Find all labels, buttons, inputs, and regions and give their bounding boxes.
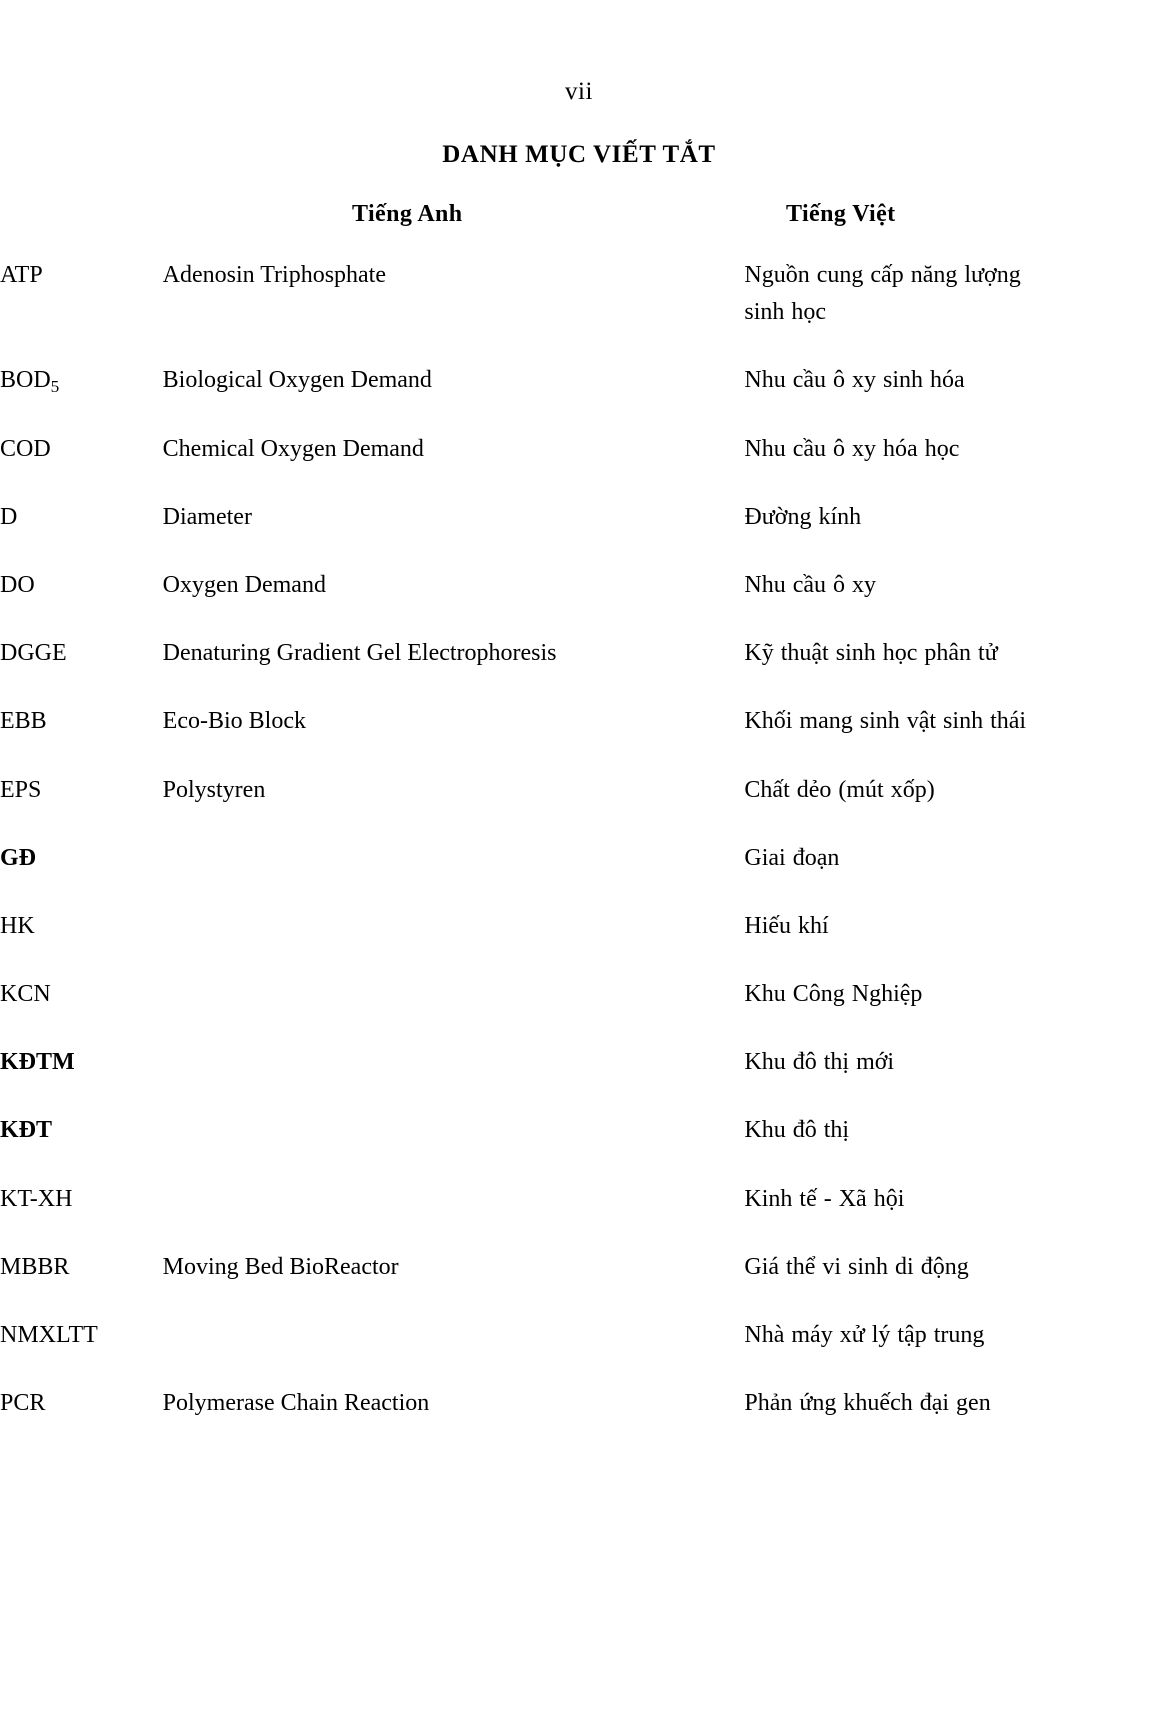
- vietnamese-term-text: Kinh tế - Xã hội: [744, 1185, 905, 1212]
- table-row: [0, 703, 1158, 771]
- english-term-cell: Moving Bed BioReactor: [162, 1253, 399, 1280]
- table-row: [0, 1112, 1158, 1180]
- vietnamese-term-text: Khu đô thị mới: [744, 1049, 895, 1076]
- vietnamese-term-cell: [744, 362, 1158, 430]
- abbreviation-subscript: 5: [50, 377, 60, 397]
- column-header-english: Tiếng Anh: [352, 201, 463, 227]
- table-row: [0, 567, 1158, 635]
- abbreviation-text: KĐTM: [0, 1049, 75, 1076]
- english-term-cell: Diameter: [162, 503, 252, 530]
- abbreviation-text: DO: [0, 571, 35, 598]
- vietnamese-term-cell: [744, 1044, 1158, 1112]
- abbreviation-cell: [0, 431, 163, 499]
- page-title: DANH MỤC VIẾT TẮT: [442, 141, 716, 168]
- vietnamese-term-cell: [744, 1112, 1158, 1180]
- page-number: vii: [565, 78, 593, 105]
- abbreviation-text: MBBR: [0, 1253, 70, 1280]
- vietnamese-term-text: Nhu cầu ô xy sinh hóa: [744, 367, 965, 394]
- abbreviation-text: GĐ: [0, 844, 36, 871]
- abbreviation-text: DGGE: [0, 640, 67, 667]
- abbreviation-cell: [0, 840, 163, 908]
- column-headers: [0, 201, 1158, 235]
- english-term-cell: Biological Oxygen Demand: [162, 367, 432, 394]
- vietnamese-term-cell: [744, 499, 1158, 567]
- vietnamese-term-cell: [744, 1385, 1158, 1453]
- english-term-cell: [163, 840, 745, 908]
- abbreviation-text: BOD: [0, 367, 51, 394]
- abbreviation-text: KT-XH: [0, 1185, 73, 1212]
- vietnamese-term-cell: [744, 908, 1158, 976]
- vietnamese-term-cell: [744, 635, 1158, 703]
- abbreviation-text: KCN: [0, 981, 51, 1008]
- document-page: [0, 78, 1158, 1715]
- abbreviation-cell: [0, 499, 163, 567]
- vietnamese-term-text: Nhu cầu ô xy hóa học: [744, 435, 960, 462]
- abbreviation-cell: [0, 362, 163, 430]
- english-term-cell: Chemical Oxygen Demand: [162, 435, 424, 462]
- table-row: [0, 499, 1158, 567]
- vietnamese-term-text: Giai đoạn: [744, 844, 840, 871]
- abbreviation-text: D: [0, 503, 18, 530]
- table-row: [0, 772, 1158, 840]
- english-term-cell: [163, 1181, 745, 1249]
- vietnamese-term-text: Khu đô thị: [744, 1117, 850, 1144]
- vietnamese-term-text: Nhà máy xử lý tập trung: [744, 1322, 985, 1348]
- table-row: [0, 431, 1158, 499]
- abbreviation-cell: [0, 772, 163, 840]
- abbreviation-text: COD: [0, 435, 51, 462]
- vietnamese-term-cell: [744, 1249, 1158, 1317]
- vietnamese-term-text: Nguồn cung cấp năng lượng sinh học: [744, 262, 1021, 326]
- table-row: [0, 976, 1158, 1044]
- english-term-cell: Denaturing Gradient Gel Electrophoresis: [162, 640, 557, 667]
- table-row: [0, 635, 1158, 703]
- abbreviation-text: NMXLTT: [0, 1322, 98, 1348]
- table-row: [0, 1249, 1158, 1317]
- vietnamese-term-cell: [744, 431, 1158, 499]
- abbreviation-text: KĐT: [0, 1117, 53, 1144]
- english-term-cell: Adenosin Triphosphate: [162, 262, 387, 288]
- table-row: [0, 1385, 1158, 1453]
- table-row: [0, 257, 1158, 362]
- abbreviations-table: [0, 257, 1158, 1453]
- abbreviation-cell: [0, 257, 163, 362]
- abbreviation-cell: [0, 1181, 163, 1249]
- abbreviation-cell: [0, 908, 163, 976]
- vietnamese-term-cell: [744, 840, 1158, 908]
- abbreviation-cell: [0, 1249, 163, 1317]
- table-row: [0, 1317, 1158, 1385]
- table-row: [0, 840, 1158, 908]
- vietnamese-term-text: Khu Công Nghiệp: [744, 981, 923, 1008]
- abbreviation-cell: [0, 635, 163, 703]
- table-row: [0, 1181, 1158, 1249]
- abbreviation-cell: [0, 567, 163, 635]
- vietnamese-term-text: Khối mang sinh vật sinh thái: [744, 708, 1027, 735]
- abbreviation-cell: [0, 1317, 163, 1385]
- vietnamese-term-cell: [744, 567, 1158, 635]
- abbreviation-cell: [0, 1385, 163, 1453]
- english-term-cell: [163, 1112, 745, 1180]
- vietnamese-term-text: Chất dẻo (mút xốp): [744, 776, 935, 803]
- vietnamese-term-text: Giá thể vi sinh di động: [744, 1253, 969, 1280]
- abbreviation-text: PCR: [0, 1390, 46, 1417]
- abbreviation-text: HK: [0, 912, 35, 939]
- table-row: [0, 362, 1158, 430]
- vietnamese-term-cell: [744, 257, 1158, 362]
- english-term-cell: Polymerase Chain Reaction: [162, 1390, 430, 1417]
- english-term-cell: Oxygen Demand: [162, 571, 326, 598]
- vietnamese-term-text: Nhu cầu ô xy: [744, 571, 877, 598]
- abbreviation-cell: [0, 976, 163, 1044]
- abbreviation-text: ATP: [0, 262, 43, 288]
- vietnamese-term-cell: [744, 976, 1158, 1044]
- vietnamese-term-cell: [744, 1317, 1158, 1385]
- column-header-vietnamese: Tiếng Việt: [786, 201, 896, 227]
- english-term-cell: Eco-Bio Block: [162, 708, 306, 735]
- abbreviation-text: EBB: [0, 708, 47, 735]
- abbreviation-cell: [0, 1112, 163, 1180]
- vietnamese-term-cell: [744, 1181, 1158, 1249]
- english-term-cell: [163, 1044, 745, 1112]
- english-term-cell: [163, 976, 745, 1044]
- abbreviation-text: EPS: [0, 776, 42, 803]
- vietnamese-term-text: Hiếu khí: [744, 912, 829, 939]
- abbreviation-cell: [0, 703, 163, 771]
- english-term-cell: [163, 1317, 745, 1385]
- vietnamese-term-text: Đường kính: [744, 503, 862, 530]
- vietnamese-term-cell: [744, 772, 1158, 840]
- vietnamese-term-text: Phản ứng khuếch đại gen: [744, 1390, 991, 1417]
- vietnamese-term-cell: [744, 703, 1158, 771]
- english-term-cell: [163, 908, 745, 976]
- abbreviation-cell: [0, 1044, 163, 1112]
- english-term-cell: Polystyren: [162, 776, 266, 803]
- table-row: [0, 1044, 1158, 1112]
- vietnamese-term-text: Kỹ thuật sinh học phân tử: [744, 640, 998, 667]
- table-row: [0, 908, 1158, 976]
